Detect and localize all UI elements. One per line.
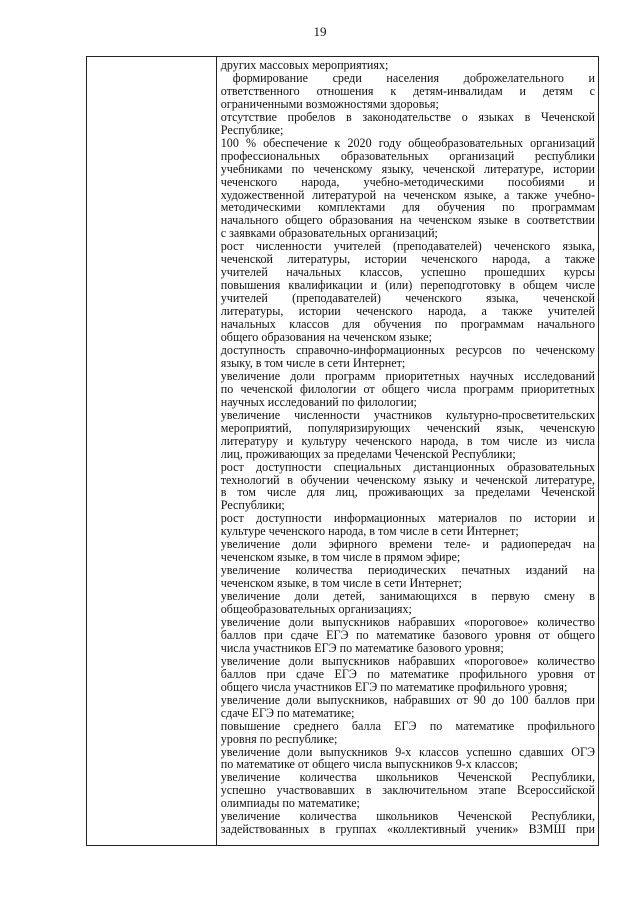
text-line: учителей (преподавателей) чеченского языка, чеченской: [220, 291, 595, 306]
text-line: других массовых мероприятиях;: [220, 58, 389, 72]
text-line: увеличение доли детей, занимающихся в первую смену в: [220, 589, 595, 604]
paragraph: [221, 137, 595, 241]
text-line: увеличение доли выпускников, набравших от 90 до 100 баллов при: [220, 692, 595, 707]
paragraph: [221, 655, 595, 694]
text-line: ответственного отношения к детям-инвалидам и детям с: [220, 83, 595, 98]
text-line: методическими комплектами для обучения по программам: [220, 200, 595, 215]
text-line: общеобразовательных организациях;: [220, 602, 412, 617]
text-line: начальных классов для обучения по программам начального: [220, 317, 595, 332]
text-line: рост доступности информационных материалов по истории и: [220, 511, 595, 526]
text-line: учителей начальных классов, успешно прошедших курсы: [220, 265, 595, 280]
text-line: общего числа участников ЕГЭ по математике профильного уровня;: [220, 679, 568, 694]
paragraph: [221, 616, 595, 655]
text-line: 100 % обеспечение к 2020 году общеобразовательных организаций: [220, 135, 595, 150]
text-line: ограниченными возможностями здоровья;: [220, 96, 439, 111]
paragraph: [221, 720, 595, 746]
text-line: чеченского народа, учебно-методическими пособиями и: [220, 174, 595, 189]
table-left-column: [87, 57, 217, 845]
text-line: научных исследований по филологии;: [220, 394, 417, 409]
text-line: по чеченской филологии от общего числа программ приоритетных: [220, 381, 595, 396]
text-line: художественной литературой на чеченском языке, а также учебно-: [220, 187, 595, 202]
text-line: культуре чеченского народа, в том числе в сети Интернет;: [220, 524, 519, 539]
paragraph: [221, 810, 595, 836]
text-line: мероприятий, популяризирующих чеченский язык, чеченскую: [220, 420, 595, 435]
text-line: по математике от общего числа выпускников 9-х классов;: [220, 757, 518, 772]
text-line: увеличение доли выпускников набравших «пороговое» количество: [220, 653, 595, 668]
text-line: языку, в том числе в сети Интернет;: [220, 355, 406, 370]
paragraph: [221, 370, 595, 409]
paragraph: [221, 111, 595, 137]
paragraph: [221, 461, 595, 513]
text-line: отсутствие пробелов в законодательстве о языках в Чеченской: [220, 109, 595, 124]
text-line: формирование среди населения доброжелательного и: [232, 70, 595, 85]
text-line: рост доступности специальных дистанционных образовательных: [220, 459, 595, 474]
text-line: увеличение доли программ приоритетных научных исследований: [220, 368, 595, 383]
text-line: в том числе для лиц, проживающих за пределами Чеченской: [220, 485, 595, 500]
paragraph: [221, 240, 595, 344]
text-line: профессиональных образовательных организаций республики: [220, 148, 595, 163]
text-line: числа участников ЕГЭ по математике базового уровня;: [220, 640, 504, 655]
text-line: доступность справочно-информационных ресурсов по чеченскому: [220, 342, 595, 357]
paragraph: [221, 59, 595, 72]
paragraph: [221, 771, 595, 810]
text-line: начального общего образования на чеченском языке в соответствии: [220, 213, 595, 228]
paragraph: [221, 512, 595, 538]
text-line: увеличение количества периодических печатных изданий на: [220, 563, 595, 578]
text-line: увеличение количества школьников Чеченской Республики,: [220, 770, 595, 785]
paragraph: [221, 590, 595, 616]
paragraph: [221, 409, 595, 461]
text-line: задействованных в группах «коллективный ученик» ВЗМШ при: [220, 822, 595, 837]
paragraph: [221, 72, 595, 111]
text-line: с заявками образовательных организаций;: [220, 226, 438, 241]
table-right-column: [217, 57, 598, 845]
text-line: лиц, проживающих за пределами Чеченской Республики;: [220, 446, 516, 461]
document-table: [86, 56, 599, 846]
text-line: общего образования на чеченском языке;: [220, 330, 432, 345]
text-line: рост численности учителей (преподавателей) чеченского языка,: [220, 239, 595, 254]
text-line: повышения квалификации и (или) переподготовку в общем числе: [220, 278, 595, 293]
page-number: 19: [313, 24, 327, 39]
text-line: литературу и культуру чеченского народа, в том числе из числа: [220, 433, 595, 448]
text-line: чеченском языке, в том числе в сети Интернет;: [220, 576, 462, 591]
paragraph: [221, 746, 595, 772]
text-line: Республике;: [220, 122, 284, 137]
text-line: учебниками по чеченскому языку, чеченской литературе, истории: [220, 161, 595, 176]
text-line: увеличение доли выпускников 9-х классов успешно сдавших ОГЭ: [220, 744, 595, 759]
text-line: увеличение доли выпускников набравших «пороговое» количество: [220, 614, 595, 629]
paragraph: [221, 344, 595, 370]
text-line: баллов при сдаче ЕГЭ по математике базового уровня от общего: [220, 627, 595, 642]
text-line: увеличение численности участников культурно-просветительских: [220, 407, 595, 422]
text-line: повышение среднего балла ЕГЭ по математике профильного: [220, 718, 595, 733]
text-line: баллов при сдаче ЕГЭ по математике профильного уровня от: [220, 666, 595, 681]
text-line: чеченской литературы, истории чеченского народа, а также: [220, 252, 595, 267]
text-line: литературы, истории чеченского народа, а также учителей: [220, 304, 595, 319]
text-line: чеченском языке, в том числе в прямом эфире;: [220, 550, 461, 565]
paragraph: [221, 538, 595, 564]
text-line: увеличение доли эфирного времени теле- и радиопередач на: [220, 537, 595, 552]
text-line: сдаче ЕГЭ по математике;: [220, 705, 355, 720]
paragraph: [221, 564, 595, 590]
text-line: олимпиады по математике;: [220, 796, 360, 811]
text-line: Республики;: [220, 498, 285, 513]
text-line: уровня по республике;: [220, 731, 338, 746]
paragraph: [221, 694, 595, 720]
text-line: технологий в обучении чеченскому языку и чеченской литературе,: [220, 472, 595, 487]
text-line: успешно участвовавших в заключительном этапе Всероссийской: [220, 783, 595, 798]
text-line: увеличение количества школьников Чеченской Республики,: [220, 809, 595, 824]
